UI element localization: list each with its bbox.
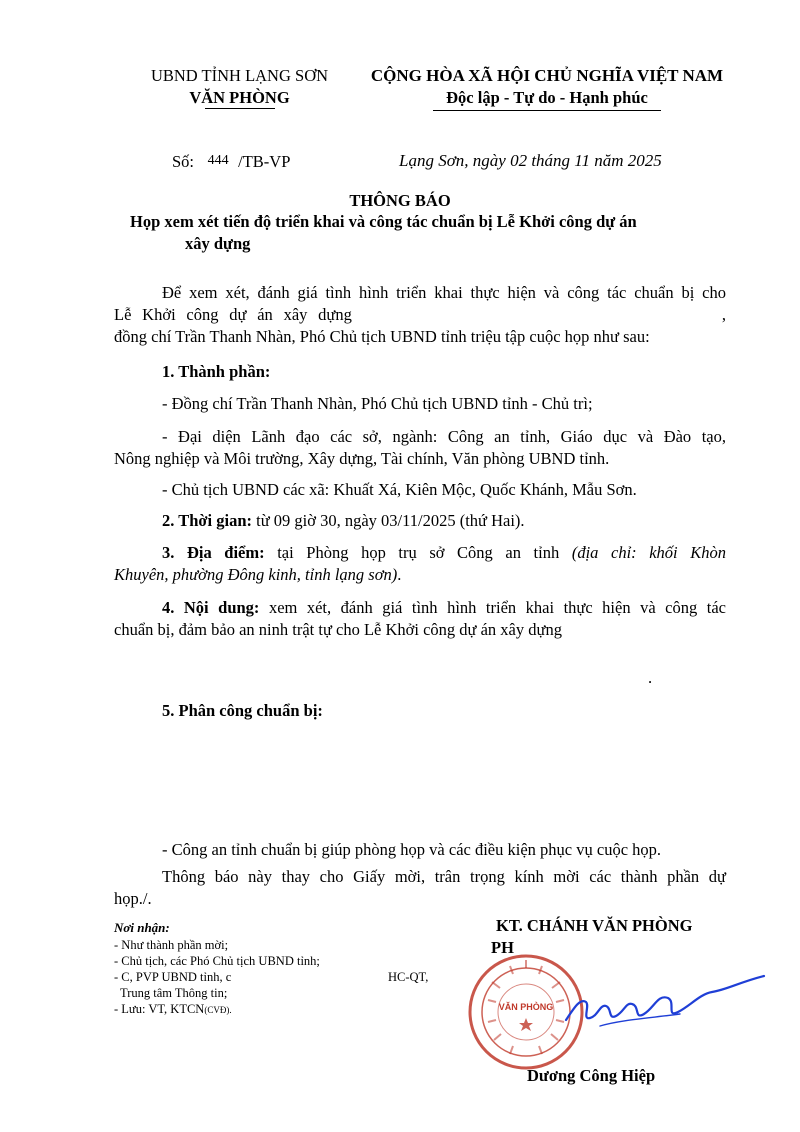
document-number xyxy=(172,152,290,174)
section-5-heading: 5. Phân công chuẩn bị: xyxy=(162,701,323,720)
intro-line-2: Lễ Khởi công dự án xây dựng xyxy=(114,305,352,324)
intro-line-2-wrap xyxy=(114,304,726,326)
org-line-1: UBND TỈNH LẠNG SƠN xyxy=(150,66,329,85)
number-suffix: /TB-VP xyxy=(238,152,291,171)
section-1-item-1: - Đồng chí Trần Thanh Nhàn, Phó Chủ tịch UBND tỉnh - Chủ trì; xyxy=(162,394,593,413)
recipient-5-suffix: (CVĐ). xyxy=(204,1005,232,1015)
republic-title: CỘNG HÒA XÃ HỘI CHỦ NGHĨA VIỆT NAM xyxy=(370,66,724,85)
motto-underline xyxy=(433,110,661,111)
intro-line-3: đồng chí Trần Thanh Nhàn, Phó Chủ tịch UBND tỉnh triệu tập cuộc họp như sau: xyxy=(114,327,650,346)
date-line: Lạng Sơn, ngày 02 tháng 11 năm 2025 xyxy=(399,151,662,170)
section-2-heading: 2. Thời gian: xyxy=(162,511,252,530)
section-5-item-police: - Công an tỉnh chuẩn bị giúp phòng họp và các điều kiện phục vụ cuộc họp. xyxy=(162,840,662,859)
recipient-3: - C, PVP UBND tỉnh, c xyxy=(114,970,232,984)
section-3-text: tại Phòng họp trụ sở Công an tỉnh xyxy=(277,543,560,562)
section-4-heading: 4. Nội dung: xyxy=(162,598,260,617)
section-1-item-2-line-1: - Đại diện Lãnh đạo các sở, ngành: Công an tỉnh, Giáo dục và Đào tạo, xyxy=(162,427,726,446)
org-line-2: VĂN PHÒNG xyxy=(189,88,290,107)
section-1-item-2-line-2: Nông nghiệp và Môi trường, Xây dựng, Tài chính, Văn phòng UBND tỉnh. xyxy=(114,449,610,468)
section-4-line-1 xyxy=(114,597,726,619)
closing-line-2: họp./. xyxy=(114,889,152,908)
section-3-line-1 xyxy=(114,542,726,564)
seal-center-text: VĂN PHÒNG xyxy=(498,1002,554,1012)
section-2-text: từ 09 giờ 30, ngày 03/11/2025 (thứ Hai). xyxy=(256,511,525,530)
section-3-line-2 xyxy=(114,564,726,586)
motto: Độc lập - Tự do - Hạnh phúc xyxy=(446,88,648,107)
section-3-end: . xyxy=(397,565,402,584)
recipient-5-text: - Lưu: VT, KTCN xyxy=(114,1002,205,1016)
section-3-note-1: (địa chỉ: khối Khòn xyxy=(571,543,726,562)
recipient-5 xyxy=(114,1001,232,1018)
subtitle-line-1: Họp xem xét tiến độ triển khai và công tác chuẩn bị Lễ Khởi công dự án xyxy=(130,212,637,231)
signature-position-2: PH xyxy=(491,938,514,957)
recipient-4: Trung tâm Thông tin; xyxy=(120,986,228,1000)
closing-line-1: Thông báo này thay cho Giấy mời, trân trọng kính mời các thành phần dự xyxy=(162,867,726,886)
section-1-heading: 1. Thành phần: xyxy=(162,362,271,381)
section-4-end: . xyxy=(648,668,653,687)
intro-line-2-end: , xyxy=(721,305,726,324)
number-value: 444 xyxy=(207,153,229,168)
signature-position: KT. CHÁNH VĂN PHÒNG xyxy=(496,916,693,935)
section-3-note-2: Khuyên, phường Đông kinh, tỉnh lạng sơn) xyxy=(114,565,398,584)
recipients-label: Nơi nhận: xyxy=(114,920,170,935)
intro-line-1: Để xem xét, đánh giá tình hình triển khai thực hiện và công tác chuẩn bị cho xyxy=(162,283,726,302)
section-4-line-2: chuẩn bị, đảm bảo an ninh trật tự cho Lễ Khởi công dự án xây dựng xyxy=(114,620,562,639)
document-title: THÔNG BÁO xyxy=(349,191,451,210)
section-2 xyxy=(162,511,525,531)
recipient-2: - Chủ tịch, các Phó Chủ tịch UBND tỉnh; xyxy=(114,954,320,968)
number-prefix: Số: xyxy=(172,152,195,171)
section-1-item-3: - Chủ tịch UBND các xã: Khuất Xá, Kiên Mộc, Quốc Khánh, Mẫu Sơn. xyxy=(162,480,637,499)
org-underline xyxy=(205,108,275,109)
section-3-heading: 3. Địa điểm: xyxy=(162,543,265,562)
handwritten-signature-icon xyxy=(560,968,770,1038)
section-4 xyxy=(114,597,726,641)
closing-paragraph xyxy=(114,866,726,910)
section-4-text-1: xem xét, đánh giá tình hình triển khai thực hiện và công tác xyxy=(268,598,726,617)
subtitle-line-2: xây dựng xyxy=(185,234,251,253)
section-3 xyxy=(114,542,726,586)
recipient-1: - Như thành phần mời; xyxy=(114,938,229,952)
section-1-item-2 xyxy=(114,426,726,470)
signer-name: Dương Công Hiệp xyxy=(527,1066,656,1085)
intro-paragraph xyxy=(114,282,726,348)
recipient-hcqt: HC-QT, xyxy=(388,970,429,984)
